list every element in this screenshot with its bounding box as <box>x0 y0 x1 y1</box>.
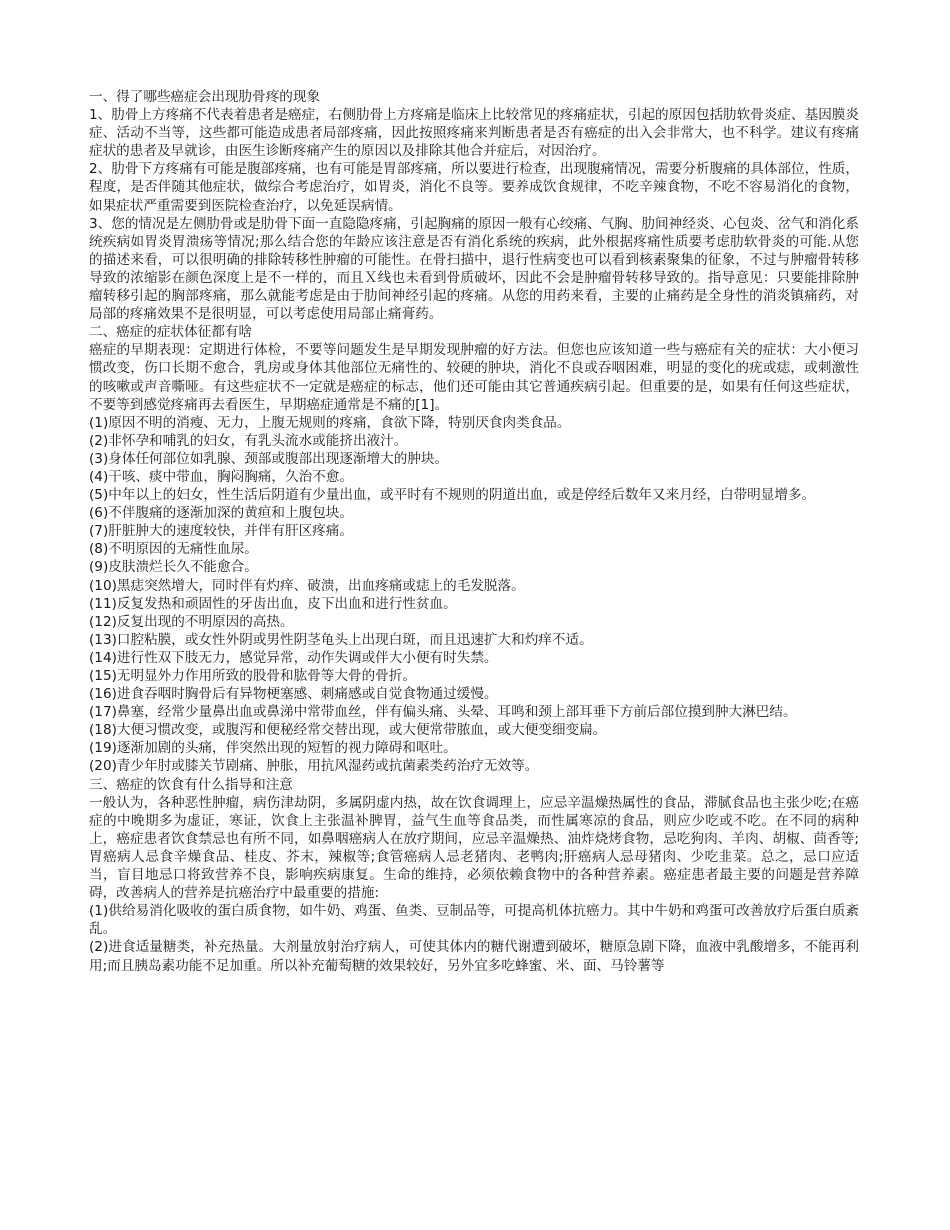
list-item: (8)不明原因的无痛性血尿。 <box>89 541 258 558</box>
list-item: (17)鼻塞，经常少量鼻出血或鼻涕中常带血丝，伴有偏头痛、头晕、耳鸣和颈上部耳垂下方前后部位摸到肿大淋巴结。 <box>89 704 797 721</box>
paragraph: 1、肋骨上方疼痛不代表着患者是癌症，右侧肋骨上方疼痛是临床上比较常见的疼痛症状，引起的原因包括肋软骨炎症、基因膜炎症、活动不当等，这些都可能造成患者局部疼痛，因此按照疼痛来判断患者是否有癌症的出入会非常大，也不科学。建议有疼痛症状的患者及早就诊，由医生诊断疼痛产生的原因以及排除其他合并症后，对因治疗。 <box>89 107 859 160</box>
list-item: (11)反复发热和顽固性的牙齿出血，皮下出血和进行性贫血。 <box>89 595 457 612</box>
list-item: (13)口腔粘膜，或女性外阴或男性阴茎龟头上出现白斑，而且迅速扩大和灼痒不适。 <box>89 631 593 648</box>
section-3 <box>89 776 859 975</box>
list-item: (14)进行性双下肢无力，感觉异常，动作失调或伴大小便有时失禁。 <box>89 649 498 666</box>
list-item: (19)逐渐加剧的头痛，伴突然出现的短暂的视力障碍和呕吐。 <box>89 740 457 757</box>
section-heading: 一、得了哪些癌症会出现肋骨疼的现象 <box>89 89 321 105</box>
list-item: (4)干咳、痰中带血，胸闷胸痛，久治不愈。 <box>89 468 353 485</box>
list-item: (2)进食适量糖类，补充热量。大剂量放射治疗病人，可使其体内的糖代谢遭到破坏，糖原急剧下降，血液中乳酸增多，不能再利用;而且胰岛素功能不足加重。所以补充葡萄糖的效果较好，另外宜多吃蜂蜜、米、面、马铃薯等 <box>89 939 859 974</box>
paragraph: 一般认为，各种恶性肿瘤，病伤津劫阴，多属阴虚内热，故在饮食调理上，应忌辛温燥热属性的食品，滞腻食品也主张少吃;在癌症的中晚期多为虚证，寒证，饮食上主张温补脾胃，益气生血等食品类，而性属寒凉的食品，则应少吃或不吃。在不同的病种上，癌症患者饮食禁忌也有所不同，如鼻咽癌病人在放疗期间，应忌辛温燥热、油炸烧烤食物，忌吃狗肉、羊肉、胡椒、茴香等;胃癌病人忌食辛燥食品、桂皮、芥末，辣椒等;食管癌病人忌老猪肉、老鸭肉;肝癌病人忌母猪肉、少吃韭菜。总之，忌口应适当，盲目地忌口将致营养不良，影响疾病康复。生命的维持，必须依赖食物中的各种营养素。癌症患者最主要的问题是营养障碍，改善病人的营养是抗癌治疗中最重要的措施: <box>89 794 859 902</box>
section-heading: 二、癌症的症状体征都有啥 <box>89 324 253 341</box>
list-item: (20)青少年肘或膝关节剧痛、肿胀，用抗风湿药或抗菌素类药治疗无效等。 <box>89 758 539 775</box>
list-item: (16)进食吞咽时胸骨后有异物梗塞感、刺痛感或自觉食物通过缓慢。 <box>89 686 498 703</box>
section-1 <box>89 88 859 323</box>
list-item: (18)大便习惯改变，或腹泻和便秘经常交替出现，或大便常带脓血，或大便变细变扁。 <box>89 722 607 739</box>
section-2 <box>89 323 859 775</box>
list-item: (12)反复出现的不明原因的高热。 <box>89 613 294 630</box>
list-item: (6)不伴腹痛的逐渐加深的黄疸和上腹包块。 <box>89 505 353 522</box>
list-item: (1)供给易消化吸收的蛋白质食物，如牛奶、鸡蛋、鱼类、豆制品等，可提高机体抗癌力。其中牛奶和鸡蛋可改善放疗后蛋白质紊乱。 <box>89 903 859 938</box>
paragraph: 3、您的情况是左侧肋骨或是肋骨下面一直隐隐疼痛，引起胸痛的原因一般有心绞痛、气胸、肋间神经炎、心包炎、岔气和消化系统疾病如胃炎胃溃疡等情况;那么结合您的年龄应该注意是否有消化系统的疾病，此外根据疼痛性质要考虑肋软骨炎的可能.从您的描述来看，可以很明确的排除转移性肿瘤的可能性。在骨扫描中，退行性病变也可以看到核素聚集的征象，不过与肿瘤骨转移导致的浓缩影在颜色深度上是不一样的，而且Ｘ线也未看到骨质破坏，因此不会是肿瘤骨转移导致的。指导意见：只要能排除肿瘤转移引起的胸部疼痛，那么就能考虑是由于肋间神经引起的疼痛。从您的用药来看，主要的止痛药是全身性的消炎镇痛药，对局部的疼痛效果不是很明显，可以考虑使用局部止痛膏药。 <box>89 215 859 323</box>
paragraph: 癌症的早期表现：定期进行体检，不要等问题发生是早期发现肿瘤的好方法。但您也应该知道一些与癌症有关的症状：大小便习惯改变，伤口长期不愈合，乳房或身体其他部位无痛性的、较硬的肿块，消化不良或吞咽困难，明显的变化的疣或痣，或刺激性的咳嗽或声音嘶哑。有这些症状不一定就是癌症的标志，他们还可能由其它普通疾病引起。但重要的是，如果有任何这些症状，不要等到感觉疼痛再去看医生，早期癌症通常是不痛的[1]。 <box>89 342 859 413</box>
paragraph: 2、肋骨下方疼痛有可能是腹部疼痛，也有可能是胃部疼痛，所以要进行检查，出现腹痛情况，需要分析腹痛的具体部位，性质，程度，是否伴随其他症状，做综合考虑治疗，如胃炎，消化不良等。要养成饮食规律，不吃辛辣食物，不吃不容易消化的食物，如果症状严重需要到医院检查治疗，以免延误病情。 <box>89 161 859 214</box>
list-item: (9)皮肤溃烂长久不能愈合。 <box>89 559 258 576</box>
list-item: (15)无明显外力作用所致的股骨和肱骨等大骨的骨折。 <box>89 668 416 684</box>
list-item: (5)中年以上的妇女，性生活后阴道有少量出血，或平时有不规则的阴道出血，或是停经后数年又来月经，白带明显增多。 <box>89 487 816 504</box>
document-body <box>89 88 859 975</box>
list-item: (7)肝脏肿大的速度较快，并伴有肝区疼痛。 <box>89 523 353 540</box>
list-item: (1)原因不明的消瘦、无力，上腹无规则的疼痛，食欲下降，特别厌食肉类食品。 <box>89 414 571 431</box>
list-item: (2)非怀孕和哺乳的妇女，有乳头流水或能挤出液汁。 <box>89 432 408 449</box>
section-heading: 三、癌症的饮食有什么指导和注意 <box>89 776 293 793</box>
list-item: (3)身体任何部位如乳腺、颈部或腹部出现逐渐增大的肿块。 <box>89 450 449 467</box>
list-item: (10)黑痣突然增大，同时伴有灼痒、破溃，出血疼痛或痣上的毛发脱落。 <box>89 577 525 594</box>
